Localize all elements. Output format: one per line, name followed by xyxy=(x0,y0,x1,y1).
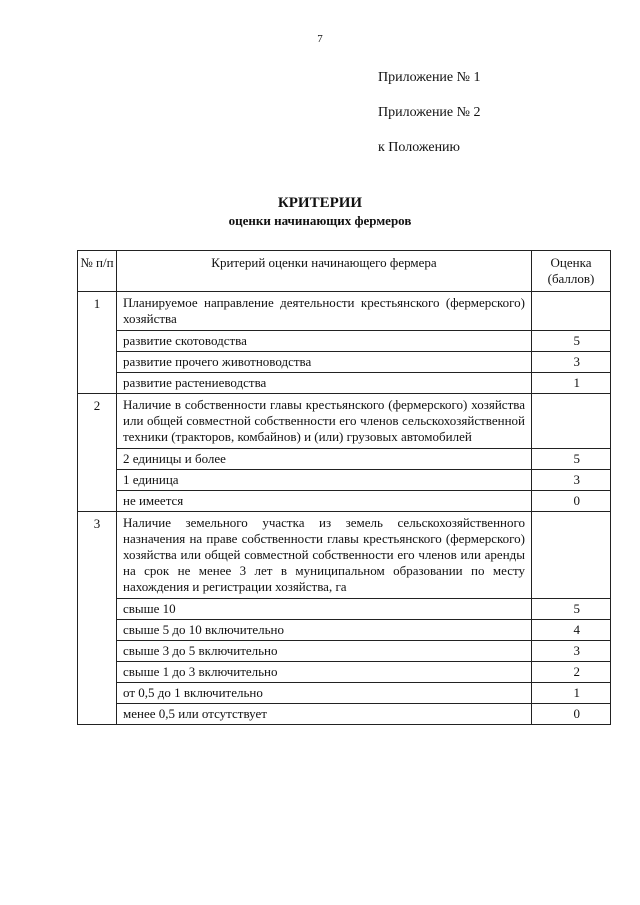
annex-line-2: Приложение № 2 xyxy=(378,105,481,120)
option-row xyxy=(78,620,611,641)
option-row xyxy=(78,662,611,683)
criterion-text: Наличие в собственности главы крестьянского (фермерского) хозяйства или общей совместной собственности его членов сельскохозяйственной техники (тракторов, комбайнов) и (или) грузовых автомобилей xyxy=(117,394,532,449)
option-score: 0 xyxy=(532,491,611,512)
option-score: 2 xyxy=(532,662,611,683)
option-row xyxy=(78,449,611,470)
option-label: 1 единица xyxy=(117,470,532,491)
option-label: не имеется xyxy=(117,491,532,512)
option-label: свыше 3 до 5 включительно xyxy=(117,641,532,662)
option-label: свыше 1 до 3 включительно xyxy=(117,662,532,683)
criterion-number: 3 xyxy=(78,512,117,725)
document-title: КРИТЕРИИ xyxy=(277,195,363,211)
criterion-row xyxy=(78,292,611,331)
table-header-row xyxy=(78,251,611,292)
annex-line-3: к Положению xyxy=(378,140,461,155)
option-label: свыше 5 до 10 включительно xyxy=(117,620,532,641)
option-row xyxy=(78,470,611,491)
option-row xyxy=(78,641,611,662)
criterion-score-empty xyxy=(532,394,611,449)
criterion-text: Планируемое направление деятельности крестьянского (фермерского) хозяйства xyxy=(117,292,532,331)
option-row xyxy=(78,491,611,512)
option-row xyxy=(78,683,611,704)
option-score: 3 xyxy=(532,352,611,373)
criterion-score-empty xyxy=(532,292,611,331)
option-row xyxy=(78,352,611,373)
option-label: менее 0,5 или отсутствует xyxy=(117,704,532,725)
criteria-table xyxy=(77,250,611,725)
header-score: Оценка (баллов) xyxy=(532,251,611,292)
criterion-score-empty xyxy=(532,512,611,599)
option-label: развитие прочего животноводства xyxy=(117,352,532,373)
header-num: № п/п xyxy=(78,251,117,292)
option-row xyxy=(78,704,611,725)
criteria-body xyxy=(78,292,611,725)
page-number: 7 xyxy=(317,33,323,45)
document-subtitle: оценки начинающих фермеров xyxy=(228,213,412,228)
option-label: развитие растениеводства xyxy=(117,373,532,394)
criterion-row xyxy=(78,512,611,599)
criterion-number: 2 xyxy=(78,394,117,512)
option-score: 5 xyxy=(532,449,611,470)
option-row xyxy=(78,331,611,352)
option-score: 3 xyxy=(532,470,611,491)
header-criterion: Критерий оценки начинающего фермера xyxy=(117,251,532,292)
option-score: 1 xyxy=(532,683,611,704)
option-row xyxy=(78,373,611,394)
option-label: 2 единицы и более xyxy=(117,449,532,470)
option-score: 3 xyxy=(532,641,611,662)
option-label: свыше 10 xyxy=(117,599,532,620)
option-row xyxy=(78,599,611,620)
option-score: 5 xyxy=(532,331,611,352)
annex-line-1: Приложение № 1 xyxy=(378,70,481,85)
option-label: от 0,5 до 1 включительно xyxy=(117,683,532,704)
option-score: 4 xyxy=(532,620,611,641)
criterion-text: Наличие земельного участка из земель сельскохозяйственного назначения на праве собственности главы крестьянского (фермерского) хозяйства или общей совместной собственности его членов или аренды на срок не менее 3 лет в муниципальном образовании по месту нахождения и регистрации хозяйства, га xyxy=(117,512,532,599)
criterion-number: 1 xyxy=(78,292,117,394)
criterion-row xyxy=(78,394,611,449)
option-score: 1 xyxy=(532,373,611,394)
option-score: 5 xyxy=(532,599,611,620)
option-label: развитие скотоводства xyxy=(117,331,532,352)
option-score: 0 xyxy=(532,704,611,725)
